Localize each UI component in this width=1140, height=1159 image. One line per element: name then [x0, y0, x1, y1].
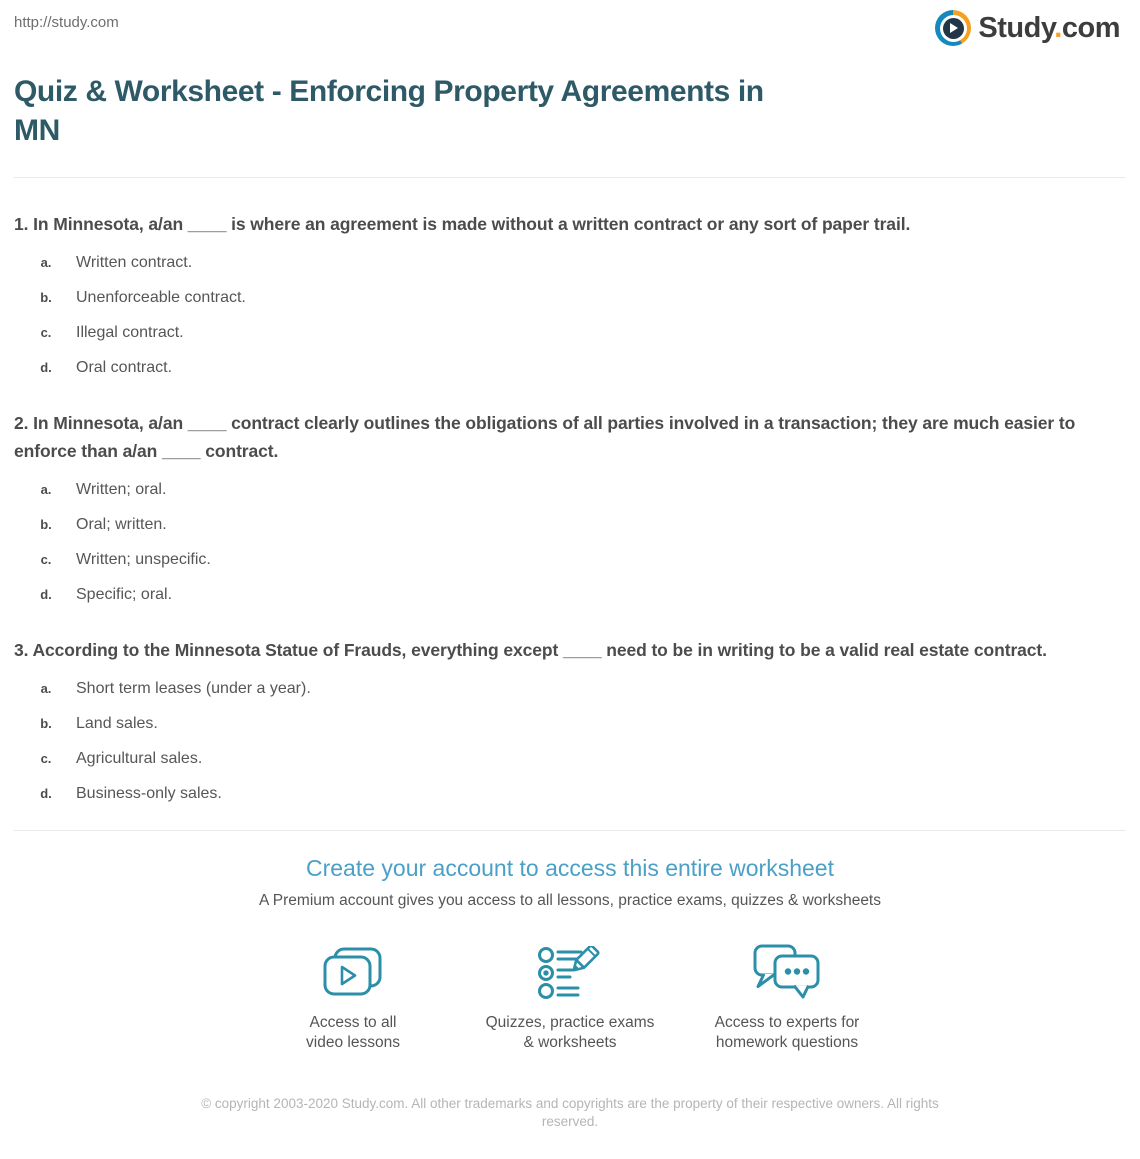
option-letter: d.: [40, 587, 52, 602]
question-2-options: [14, 481, 1126, 604]
quizzes-worksheets-icon: [462, 944, 679, 1000]
option-text: Short term leases (under a year).: [76, 680, 311, 697]
answer-option[interactable]: [14, 481, 1126, 499]
bottom-divider: [14, 830, 1126, 831]
create-account-link[interactable]: Create your account to access this entire worksheet: [306, 855, 834, 881]
answer-option[interactable]: [14, 254, 1126, 272]
page-header: [0, 0, 1140, 46]
option-text: Illegal contract.: [76, 324, 184, 341]
option-letter: d.: [40, 786, 52, 801]
option-letter: a.: [40, 482, 52, 497]
answer-option[interactable]: [14, 359, 1126, 377]
feature-video-lessons: [245, 944, 462, 1053]
option-text: Specific; oral.: [76, 586, 173, 603]
answer-option[interactable]: [14, 785, 1126, 803]
question-2: [14, 409, 1126, 604]
option-letter: b.: [40, 517, 52, 532]
video-lessons-icon: [245, 944, 462, 1000]
feature-quizzes-worksheets: [462, 944, 679, 1053]
question-1-text: 1. In Minnesota, a/an ____ is where an agreement is made without a written contract or any sort of paper trail.: [14, 214, 911, 234]
source-url-text: http://study.com: [14, 14, 119, 31]
question-1-options: [14, 254, 1126, 377]
question-3: [14, 636, 1126, 803]
page-title-line2: MN: [14, 114, 60, 147]
option-letter: b.: [40, 290, 52, 305]
page-title: [14, 72, 844, 150]
answer-option[interactable]: [14, 586, 1126, 604]
play-triangle-icon: [950, 23, 958, 33]
answer-option[interactable]: [14, 516, 1126, 534]
option-letter: c.: [40, 552, 52, 567]
cta-section: [0, 855, 1140, 1053]
feature-label: Access to all video lessons: [306, 1014, 400, 1051]
cta-subheading: A Premium account gives you access to all lessons, practice exams, quizzes & worksheets: [259, 892, 881, 909]
question-1: [14, 210, 1126, 377]
copyright-notice: © copyright 2003-2020 Study.com. All other trademarks and copyrights are the property of their respective owners. All rights reserved.: [201, 1096, 939, 1129]
option-text: Written; oral.: [76, 481, 167, 498]
homework-experts-icon: [679, 944, 896, 1000]
option-text: Written; unspecific.: [76, 551, 211, 568]
feature-label: Quizzes, practice exams & worksheets: [485, 1014, 655, 1051]
feature-homework-experts: [679, 944, 896, 1053]
page-title-line1: Quiz & Worksheet - Enforcing Property Agreements in: [14, 75, 764, 108]
option-letter: b.: [40, 716, 52, 731]
answer-option[interactable]: [14, 289, 1126, 307]
option-text: Land sales.: [76, 715, 158, 732]
option-letter: a.: [40, 255, 52, 270]
question-3-text: 3. According to the Minnesota Statue of Frauds, everything except ____ need to be in writing to be a valid real estate contract.: [14, 640, 1047, 660]
option-text: Written contract.: [76, 254, 193, 271]
option-letter: d.: [40, 360, 52, 375]
features-row: [0, 944, 1140, 1053]
option-text: Oral; written.: [76, 516, 167, 533]
option-text: Agricultural sales.: [76, 750, 203, 767]
option-letter: a.: [40, 681, 52, 696]
answer-option[interactable]: [14, 324, 1126, 342]
feature-label: Access to experts for homework questions: [714, 1014, 860, 1051]
question-3-options: [14, 680, 1126, 803]
option-text: Business-only sales.: [76, 785, 222, 802]
question-2-text: 2. In Minnesota, a/an ____ contract clearly outlines the obligations of all parties involved in a transaction; they are much easier to enforce than a/an ____ contract.: [14, 413, 1076, 461]
option-letter: c.: [40, 751, 52, 766]
answer-option[interactable]: [14, 750, 1126, 768]
option-text: Oral contract.: [76, 359, 173, 376]
top-divider: [14, 177, 1126, 178]
option-text: Unenforceable contract.: [76, 289, 246, 306]
answer-option[interactable]: [14, 680, 1126, 698]
answer-option[interactable]: [14, 551, 1126, 569]
logo-dot: .: [1054, 11, 1062, 44]
answer-option[interactable]: [14, 715, 1126, 733]
logo-text: Study.com: [978, 11, 1120, 44]
studycom-logo[interactable]: [935, 10, 1120, 46]
logo-play-icon: [935, 10, 971, 46]
option-letter: c.: [40, 325, 52, 340]
